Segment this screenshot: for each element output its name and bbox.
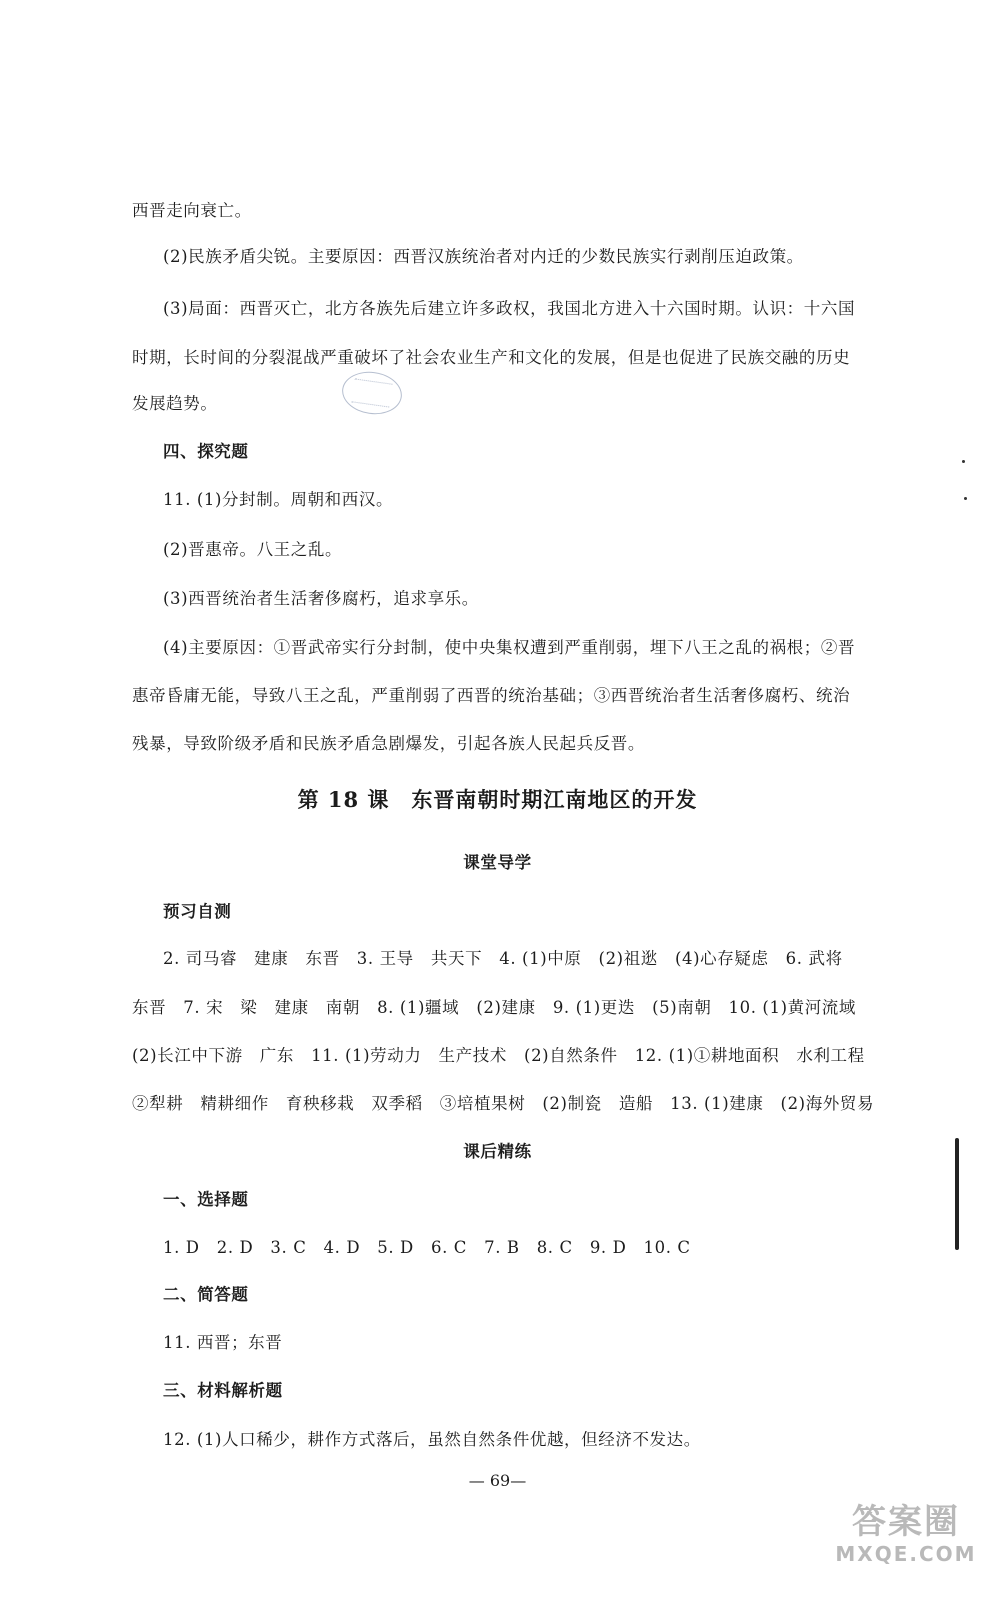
answer-line: 11. 西晋；东晋	[163, 1333, 283, 1352]
scan-dot	[964, 497, 967, 500]
section-heading: 四、探究题	[163, 442, 249, 461]
text-line: (2)民族矛盾尖锐。主要原因：西晋汉族统治者对内迁的少数民族实行剥削压迫政策。	[163, 247, 804, 266]
scan-dot	[962, 460, 965, 463]
answer-line: ②犁耕 精耕细作 育秧移栽 双季稻 ③培植果树 (2)制瓷 造船 13. (1)建康 (2)海外贸易	[132, 1094, 875, 1113]
section-heading: 一、选择题	[163, 1190, 249, 1209]
answer-line: 1. D 2. D 3. C 4. D 5. D 6. C 7. B 8. C 9. D 10. C	[163, 1238, 691, 1257]
answer-line: 12. (1)人口稀少，耕作方式落后，虽然自然条件优越，但经济不发达。	[163, 1430, 701, 1449]
answer-line: 东晋 7. 宋 梁 建康 南朝 8. (1)疆域 (2)建康 9. (1)更迭 (5)南朝 10. (1)黄河流域	[132, 998, 857, 1017]
answer-line: 惠帝昏庸无能，导致八王之乱，严重削弱了西晋的统治基础；③西晋统治者生活奢侈腐朽、统治	[132, 686, 851, 705]
lesson-title: 第 18 课 东晋南朝时期江南地区的开发	[297, 787, 698, 812]
watermark-bottom: MXQE.COM	[835, 1542, 977, 1566]
answer-line: (2)长江中下游 广东 11. (1)劳动力 生产技术 (2)自然条件 12. (1)①耕地面积 水利工程	[132, 1046, 865, 1065]
section-heading: 三、材料解析题	[163, 1381, 283, 1400]
text-line: 西晋走向衰亡。	[132, 201, 252, 220]
text-line: 发展趋势。	[132, 394, 218, 413]
answer-line: (2)晋惠帝。八王之乱。	[163, 540, 343, 559]
subsection-title: 课堂导学	[463, 853, 532, 872]
section-heading: 二、简答题	[163, 1285, 249, 1304]
answer-line: (3)西晋统治者生活奢侈腐朽，追求享乐。	[163, 589, 479, 608]
watermark-logo	[831, 1502, 981, 1572]
watermark-top: 答案圈	[852, 1502, 960, 1542]
subsection-title: 课后精练	[463, 1142, 532, 1161]
scan-mark	[955, 1138, 959, 1250]
answer-line: 残暴，导致阶级矛盾和民族矛盾急剧爆发，引起各族人民起兵反晋。	[132, 734, 645, 753]
section-heading: 预习自测	[163, 902, 232, 921]
page-number: — 69—	[468, 1471, 527, 1490]
answer-line: 2. 司马睿 建康 东晋 3. 王导 共天下 4. (1)中原 (2)祖逖 (4)心存疑虑 6. 武将	[163, 949, 843, 968]
answer-line: 11. (1)分封制。周朝和西汉。	[163, 490, 394, 509]
answer-line: (4)主要原因：①晋武帝实行分封制，使中央集权遭到严重削弱，埋下八王之乱的祸根；②晋	[163, 638, 856, 657]
text-line: 时期，长时间的分裂混战严重破坏了社会农业生产和文化的发展，但是也促进了民族交融的历史	[132, 348, 851, 367]
text-line: (3)局面：西晋灭亡，北方各族先后建立许多政权，我国北方进入十六国时期。认识：十六国	[163, 299, 856, 318]
